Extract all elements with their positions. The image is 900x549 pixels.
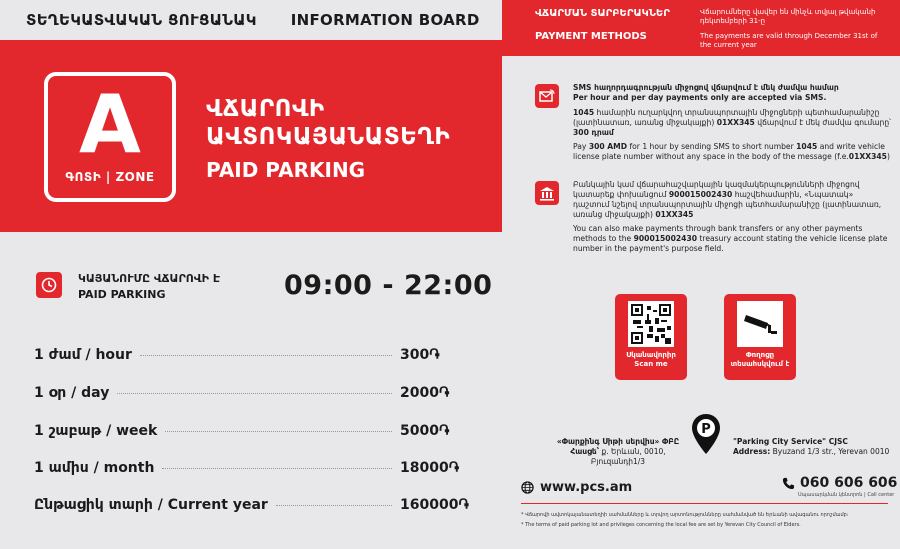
header-left <box>0 0 502 40</box>
rate-label: Ընթացիկ տարի / Current year <box>34 497 268 513</box>
scan-label-en: Scan me <box>634 360 668 368</box>
footnote-am: * Վճարովի ավտոկայանատեղիի սահմանները և տրվող արտոնությունները սահմանված են Երևանի ավագանու որոշմամբ։ <box>521 512 849 518</box>
header-title-am: ՏԵՂԵԿԱՏՎԱԿԱՆ ՑՈՒՑԱՆԱԿ <box>26 11 257 29</box>
payment-methods-en: PAYMENT METHODS <box>535 31 647 42</box>
phone[interactable] <box>782 475 897 491</box>
org-en <box>733 437 893 457</box>
rate-value: 5000֏ <box>400 423 450 439</box>
rate-value: 18000֏ <box>400 460 459 476</box>
org-am-address: Հասցե՝ ք. Երևան, 0010, Բյուզանդի1/3 <box>570 447 666 466</box>
parking-paid-am: ԿԱՅԱՆՈՒՄԸ ՎՃԱՐՈՎԻ Է <box>78 272 220 285</box>
rate-row <box>34 347 474 363</box>
title-am-line1: ՎՃԱՐՈՎԻ <box>206 96 325 122</box>
org-am-name: «Փարքինգ Սիթի սերվիս» ՓԲԸ <box>556 437 680 446</box>
header-title-en: INFORMATION BOARD <box>290 11 480 29</box>
zone-label: ԳՈՏԻ | ZONE <box>65 170 155 184</box>
sms-heading-am: SMS հաղորդագրության միջոցով վճարվում է մեկ ժամվա համար <box>573 83 839 92</box>
sms-body-am: 1045 համարին ուղարկվող տրանսպորտային միջոցների պետհամարանիշը (լատինատառ, առանց միջակայքի) 01XX345 վճարվում է մեկ ժամվա գումարը՝ 300 դրամ <box>573 108 891 137</box>
location-pin-icon <box>691 413 721 459</box>
validity-am: Վճարումները վավեր են մինչև տվյալ թվականի դեկտեմբերի 31-ը <box>700 8 876 25</box>
org-en-name: "Parking City Service" CJSC <box>733 437 848 446</box>
rate-label: 1 ամիս / month <box>34 460 155 476</box>
phone-number[interactable]: 060 606 606 <box>800 475 898 491</box>
org-am <box>548 437 688 467</box>
rate-row <box>34 423 474 439</box>
qr-code-icon[interactable] <box>628 301 674 347</box>
call-center-label: Սպասարկման կենտրոն | Call center <box>798 492 895 498</box>
parking-paid-en: PAID PARKING <box>78 288 166 301</box>
cctv-label-am-2: տեսահսկվում է <box>730 360 790 368</box>
scan-qr-card[interactable] <box>615 294 687 380</box>
operating-hours: 09:00 - 22:00 <box>284 270 493 301</box>
bank-icon <box>535 181 559 205</box>
website-link[interactable]: www.pcs.am <box>540 480 633 495</box>
title-am-line2: ԱՎՏՈԿԱՅԱՆԱՏԵՂԻ <box>206 124 451 150</box>
bank-body-am: Բանկային կամ վճարահաշվարկային կազմակերպությունների միջոցով կատարեք փոխանցում 900015002430 հաշվեհամարին, «Նպատակ» դաշտում նշելով տրանսպորտային միջոցի պետհամարանիշը (լատինատառ, առանց միջակայքի) 01XX345 <box>573 180 882 219</box>
rate-value: 2000֏ <box>400 385 450 401</box>
org-en-address: Address: Byuzand 1/3 str., Yerevan 0010 <box>733 447 890 456</box>
rate-row <box>34 385 474 401</box>
rate-value: 160000֏ <box>400 497 469 513</box>
rate-label: 1 շաբաթ / week <box>34 423 158 439</box>
globe-icon <box>521 481 534 494</box>
zone-logo <box>44 72 176 202</box>
bank-body-en: You can also make payments through bank transfers or any other payments methods to the 900015002430 treasury account stating the vehicle license plate number in the payment's purpose field. <box>573 224 888 253</box>
rate-label: 1 ժամ / hour <box>34 347 132 363</box>
rate-row <box>34 497 474 513</box>
bank-info <box>573 180 891 254</box>
rate-row <box>34 460 474 476</box>
validity-en: The payments are valid through December 31st of the current year <box>700 32 878 49</box>
sms-info <box>573 83 891 162</box>
payment-methods-am: ՎՃԱՐՄԱՆ ՏԱՐԲԵՐԱԿՆԵՐ <box>535 8 670 19</box>
sms-heading-en: Per hour and per day payments only are accepted via SMS. <box>573 93 827 102</box>
sms-body-en: Pay 300 AMD for 1 hour by sending SMS to short number 1045 and write vehicle license plate number without any space in the body of the message (f.e.01XX345) <box>573 142 890 161</box>
cctv-label-am: Փողոցը <box>745 351 775 359</box>
svg-text:P: P <box>701 422 711 437</box>
zone-letter: A <box>79 78 141 171</box>
sms-icon <box>535 84 559 108</box>
phone-icon <box>782 477 795 490</box>
clock-icon <box>36 272 62 298</box>
scan-label-am: Սկանավորիր <box>626 351 676 359</box>
rate-label: 1 օր / day <box>34 385 110 401</box>
footnote-en: * The terms of paid parking lot and privileges concerning the local fee are set by Yerevan City Council of Elders. <box>521 522 801 528</box>
footer-divider <box>521 503 888 504</box>
title-am <box>206 95 450 151</box>
title-en: PAID PARKING <box>206 158 366 182</box>
website[interactable] <box>521 480 632 495</box>
camera-icon <box>737 301 783 347</box>
cctv-card <box>724 294 796 380</box>
rate-value: 300֏ <box>400 347 440 363</box>
